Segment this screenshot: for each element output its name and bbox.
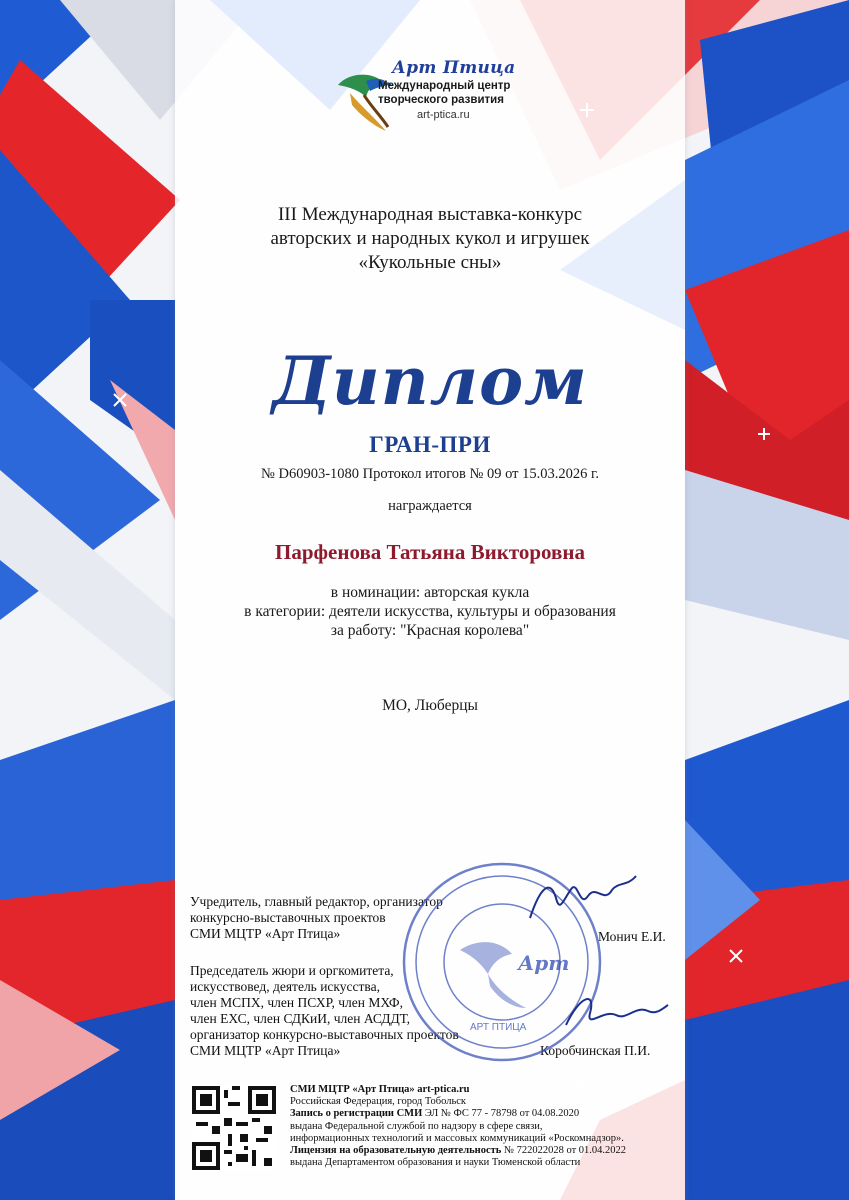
protocol-number: № D60903-1080 Протокол итогов № 09 от 15.03.2026 г. bbox=[261, 466, 599, 482]
grade-title: ГРАН-ПРИ bbox=[369, 432, 491, 457]
stamp-center-text: Арт bbox=[518, 951, 570, 975]
founder-line: конкурсно-выставочных проектов bbox=[190, 910, 386, 925]
footer-line: выдана Федеральной службой по надзору в сфере связи, bbox=[290, 1120, 543, 1132]
contest-line2: авторских и народных кукол и игрушек bbox=[270, 228, 590, 249]
category: в категории: деятели искусства, культуры и образования bbox=[244, 603, 616, 620]
jury-signature-icon bbox=[560, 985, 670, 1040]
jury-line: Председатель жюри и оргкомитета, bbox=[190, 963, 394, 978]
footer-block bbox=[290, 1084, 626, 1169]
jury-name: Коробчинская П.И. bbox=[540, 1043, 651, 1058]
footer-line: Лицензия на образовательную деятельность № 722022028 от 01.04.2022 bbox=[290, 1145, 627, 1157]
contest-line3: «Кукольные сны» bbox=[358, 252, 502, 273]
founder-name: Монич Е.И. bbox=[598, 929, 666, 944]
nomination: в номинации: авторская кукла bbox=[330, 584, 530, 601]
founder-line: Учредитель, главный редактор, организатор bbox=[190, 894, 443, 909]
founder-line: СМИ МЦТР «Арт Птица» bbox=[190, 926, 341, 941]
diploma-title: Диплом bbox=[272, 342, 588, 420]
footer-line: информационных технологий и массовых коммуникаций «Роскомнадзор». bbox=[290, 1132, 624, 1144]
founder-signature-icon bbox=[520, 868, 640, 938]
location: МО, Люберцы bbox=[382, 697, 478, 714]
org-line1: Международный центр bbox=[378, 80, 511, 92]
org-line2: творческого развития bbox=[378, 94, 504, 106]
footer-line: выдана Департаментом образования и науки Тюменской области bbox=[290, 1157, 581, 1169]
footer-line: Российская Федерация, город Тобольск bbox=[290, 1096, 466, 1108]
jury-line: искусствовед, деятель искусства, bbox=[190, 979, 380, 994]
stamp-bottom-text: АРТ ПТИЦА bbox=[470, 1022, 527, 1033]
footer-line: СМИ МЦТР «Арт Птица» art-ptica.ru bbox=[290, 1084, 470, 1095]
jury-line: член ЕХС, член СДКиИ, член АСДДТ, bbox=[190, 1011, 410, 1026]
org-site: art-ptica.ru bbox=[417, 109, 470, 121]
brand-name: Арт Птица bbox=[392, 58, 516, 78]
jury-line: организатор конкурсно-выставочных проектов bbox=[190, 1027, 459, 1042]
work-title: за работу: "Красная королева" bbox=[330, 622, 530, 639]
jury-line: СМИ МЦТР «Арт Птица» bbox=[190, 1043, 341, 1058]
footer-line: Запись о регистрации СМИ ЭЛ № ФС 77 - 78798 от 04.08.2020 bbox=[290, 1108, 580, 1120]
contest-line1: III Международная выставка-конкурс bbox=[277, 204, 583, 225]
awarded-label: награждается bbox=[388, 498, 472, 514]
qr-code-icon bbox=[192, 1086, 276, 1170]
jury-line: член МСПХ, член ПСХР, член МХФ, bbox=[190, 995, 403, 1010]
recipient-name: Парфенова Татьяна Викторовна bbox=[275, 540, 585, 564]
